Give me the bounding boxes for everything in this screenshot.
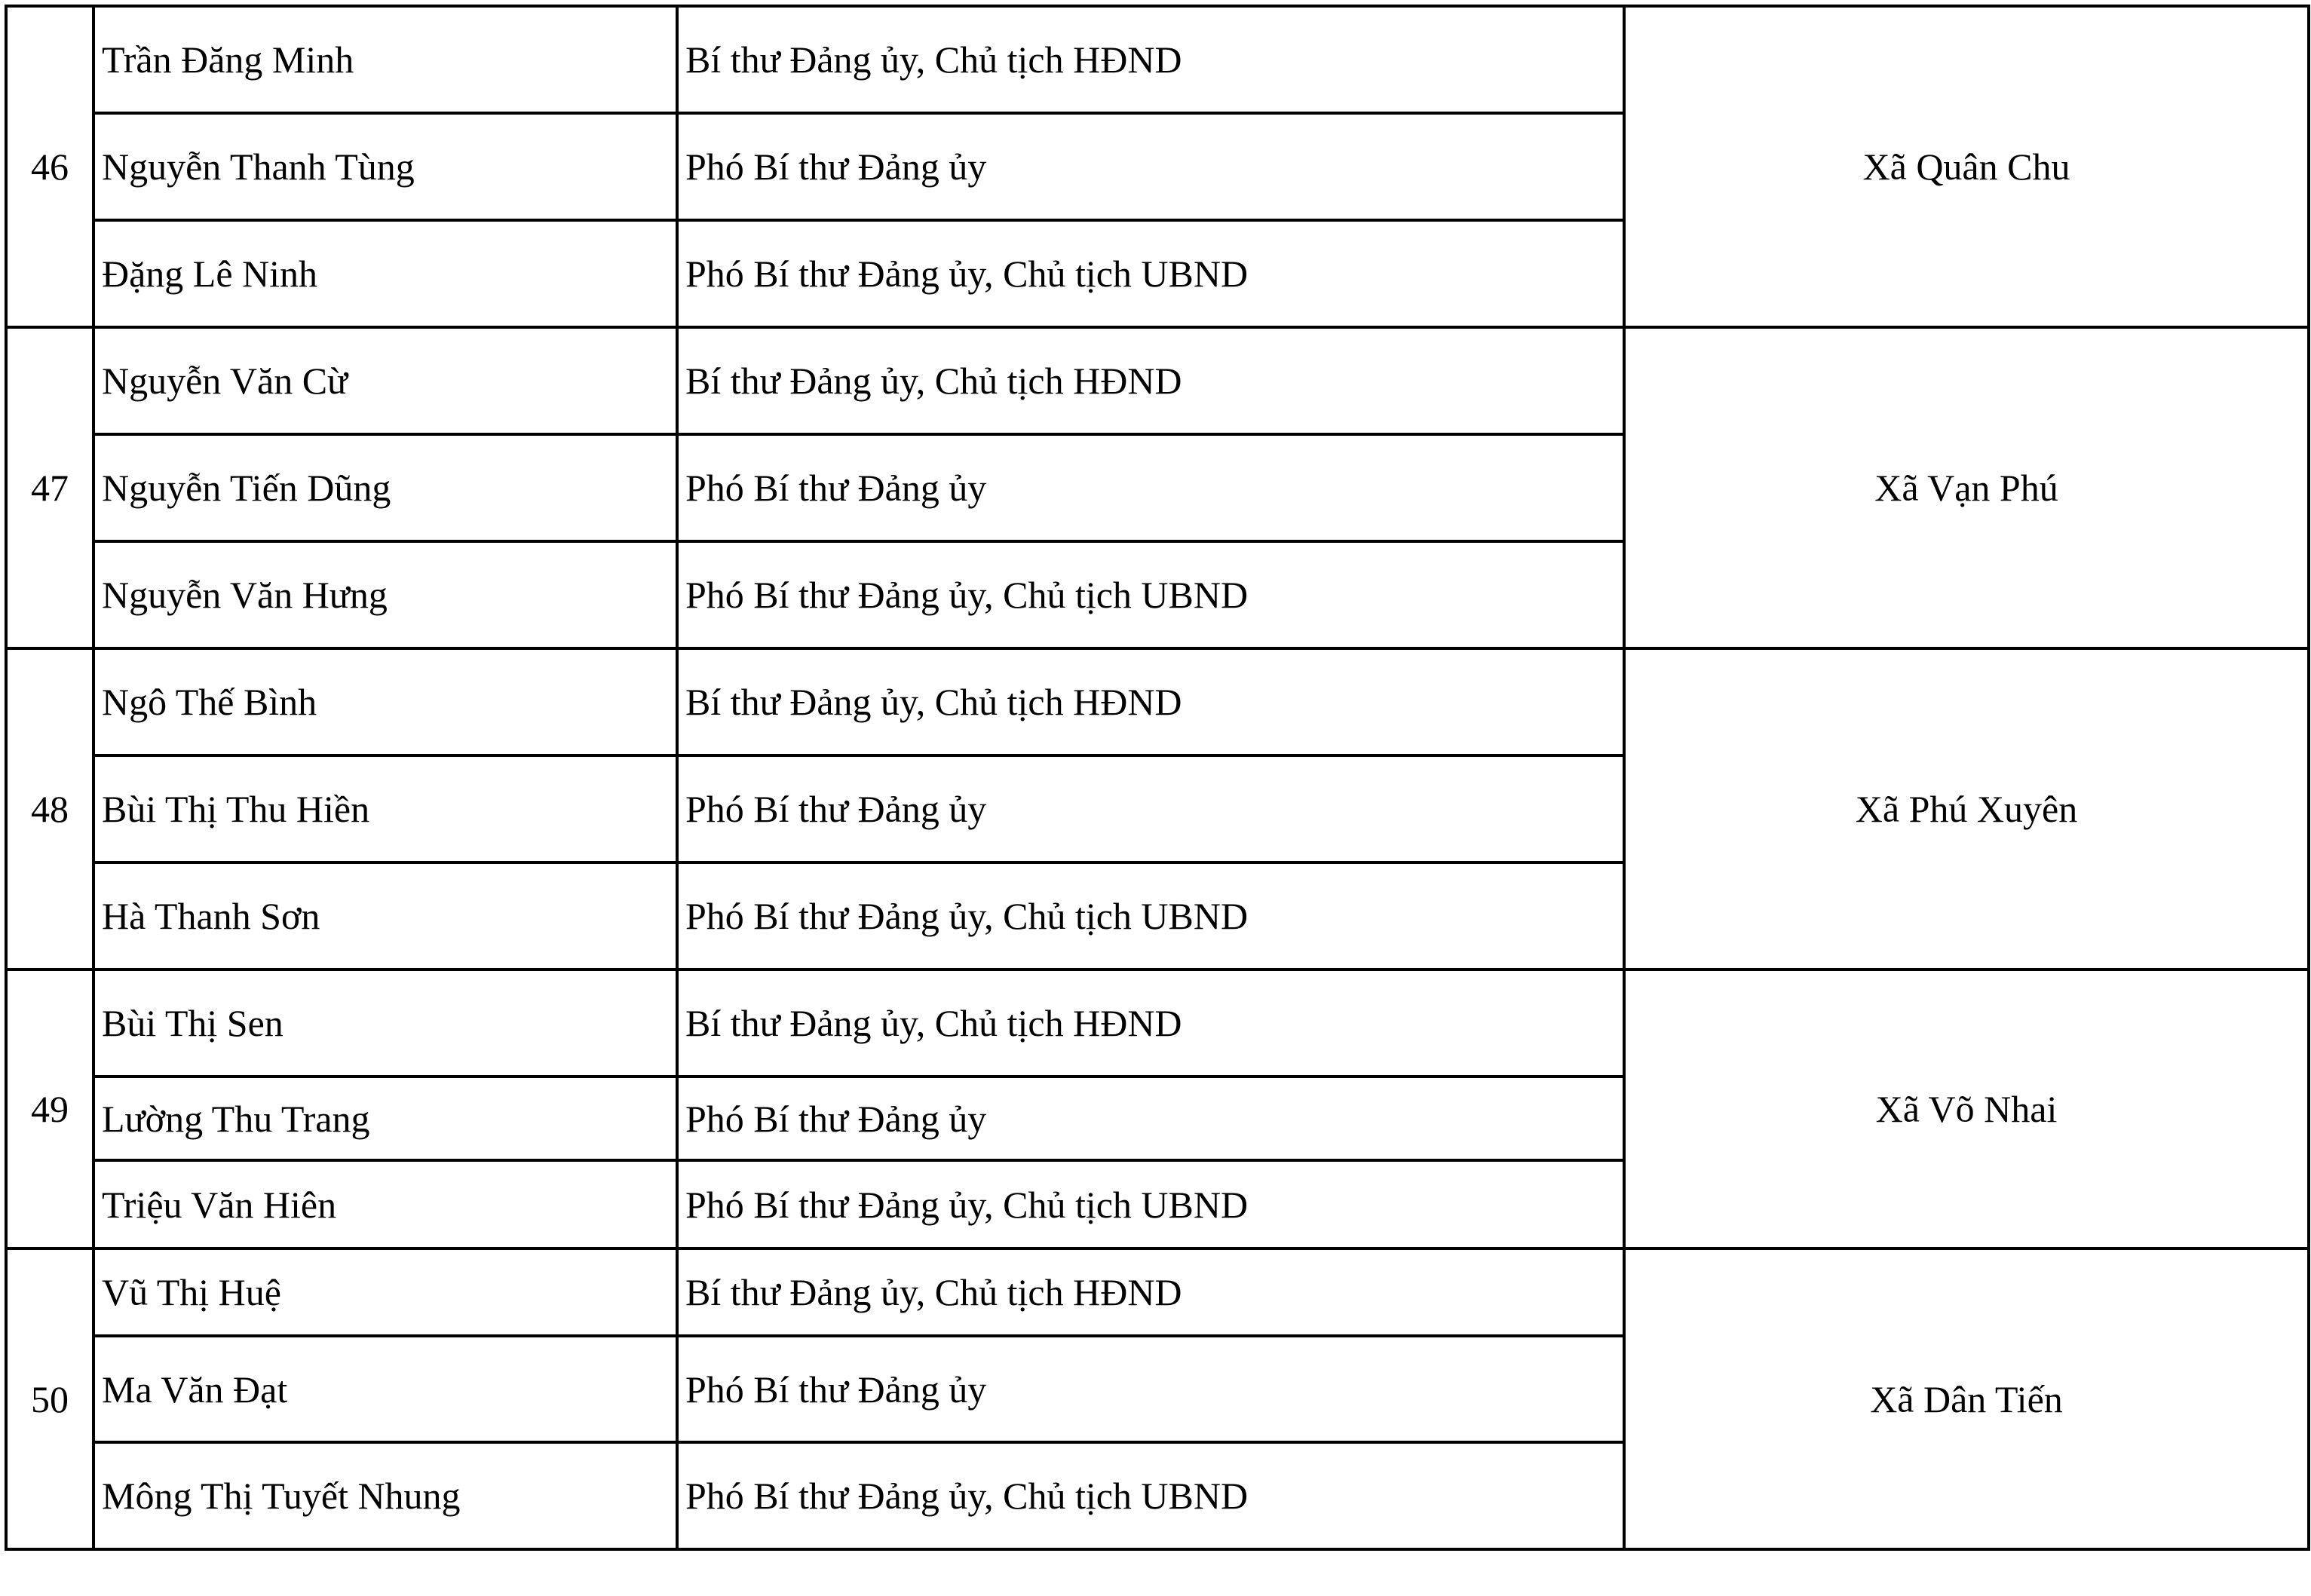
- name-cell: Bùi Thị Thu Hiền: [93, 755, 677, 862]
- name-cell: Trần Đăng Minh: [93, 6, 677, 113]
- row-number-cell: 48: [6, 648, 93, 970]
- row-number-cell: 47: [6, 327, 93, 648]
- position-cell: Phó Bí thư Đảng ủy: [677, 755, 1624, 862]
- position-cell: Phó Bí thư Đảng ủy: [677, 434, 1624, 541]
- position-cell: Phó Bí thư Đảng ủy, Chủ tịch UBND: [677, 220, 1624, 327]
- name-cell: Lường Thu Trang: [93, 1077, 677, 1160]
- position-cell: Phó Bí thư Đảng ủy: [677, 1077, 1624, 1160]
- unit-cell: Xã Vạn Phú: [1624, 327, 2309, 648]
- unit-cell: Xã Quân Chu: [1624, 6, 2309, 327]
- table-row: [6, 6, 2309, 113]
- name-cell: Hà Thanh Sơn: [93, 862, 677, 970]
- name-cell: Bùi Thị Sen: [93, 970, 677, 1077]
- name-cell: Nguyễn Văn Cừ: [93, 327, 677, 434]
- personnel-table: [5, 5, 2310, 1551]
- name-cell: Nguyễn Thanh Tùng: [93, 113, 677, 220]
- row-number-cell: 49: [6, 970, 93, 1248]
- position-cell: Bí thư Đảng ủy, Chủ tịch HĐND: [677, 1248, 1624, 1336]
- position-cell: Bí thư Đảng ủy, Chủ tịch HĐND: [677, 970, 1624, 1077]
- table-row: [6, 648, 2309, 755]
- name-cell: Đặng Lê Ninh: [93, 220, 677, 327]
- unit-cell: Xã Dân Tiến: [1624, 1248, 2309, 1549]
- unit-cell: Xã Phú Xuyên: [1624, 648, 2309, 970]
- name-cell: Mông Thị Tuyết Nhung: [93, 1442, 677, 1549]
- position-cell: Bí thư Đảng ủy, Chủ tịch HĐND: [677, 6, 1624, 113]
- name-cell: Vũ Thị Huệ: [93, 1248, 677, 1336]
- name-cell: Nguyễn Văn Hưng: [93, 541, 677, 648]
- name-cell: Ngô Thế Bình: [93, 648, 677, 755]
- table-row: [6, 327, 2309, 434]
- unit-cell: Xã Võ Nhai: [1624, 970, 2309, 1248]
- position-cell: Phó Bí thư Đảng ủy, Chủ tịch UBND: [677, 541, 1624, 648]
- name-cell: Nguyễn Tiến Dũng: [93, 434, 677, 541]
- name-cell: Triệu Văn Hiên: [93, 1160, 677, 1248]
- name-cell: Ma Văn Đạt: [93, 1336, 677, 1442]
- position-cell: Bí thư Đảng ủy, Chủ tịch HĐND: [677, 648, 1624, 755]
- table-row: [6, 1248, 2309, 1336]
- position-cell: Phó Bí thư Đảng ủy: [677, 113, 1624, 220]
- table-row: [6, 970, 2309, 1077]
- row-number-cell: 46: [6, 6, 93, 327]
- position-cell: Phó Bí thư Đảng ủy: [677, 1336, 1624, 1442]
- position-cell: Phó Bí thư Đảng ủy, Chủ tịch UBND: [677, 1442, 1624, 1549]
- position-cell: Phó Bí thư Đảng ủy, Chủ tịch UBND: [677, 1160, 1624, 1248]
- position-cell: Phó Bí thư Đảng ủy, Chủ tịch UBND: [677, 862, 1624, 970]
- row-number-cell: 50: [6, 1248, 93, 1549]
- position-cell: Bí thư Đảng ủy, Chủ tịch HĐND: [677, 327, 1624, 434]
